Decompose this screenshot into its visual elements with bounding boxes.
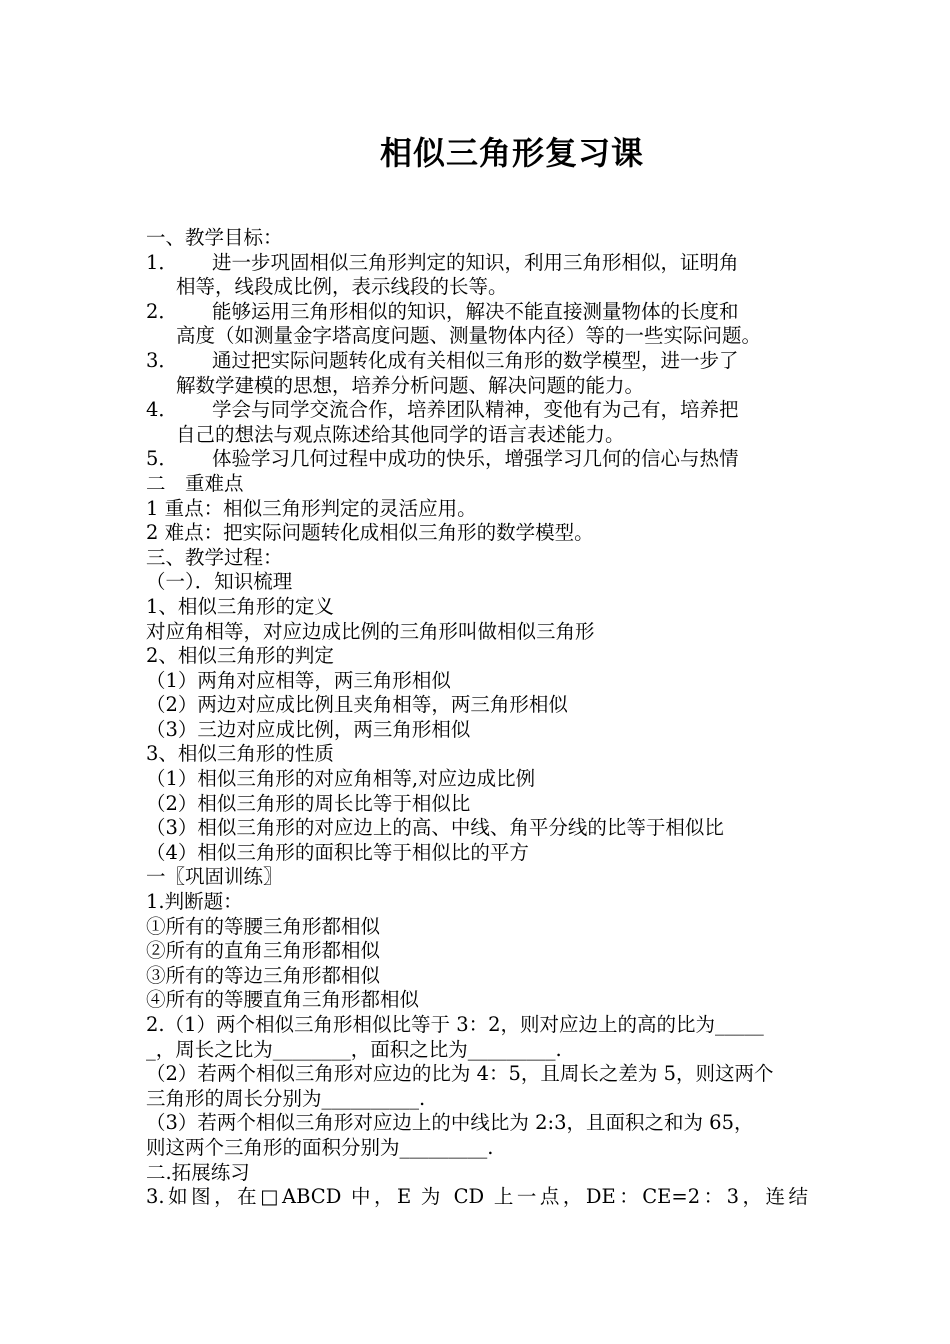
question-2-part-3: （3）若两个相似三角形对应边上的中线比为 2:3，且面积之和为 65， [146,1111,754,1135]
criteria-item: （2）两边对应成比例且夹角相等，两三角形相似 [146,693,568,717]
goal-number: 3． [146,348,178,372]
goal-item [146,349,808,398]
property-item: （1）相似三角形的对应角相等,对应边成比例 [146,767,536,791]
property-item: （3）相似三角形的对应边上的高、中线、角平分线的比等于相似比 [146,816,724,840]
property-item: （4）相似三角形的面积比等于相似比的平方 [146,840,529,864]
goal-text-cont: 解数学建模的思想，培养分析问题、解决问题的能力。 [176,373,645,397]
section-heading-key-points: 二 重难点 [146,471,244,495]
extension-heading: 二.拓展练习 [146,1160,250,1184]
property-item: （2）相似三角形的周长比等于相似比 [146,791,471,815]
goal-text: 能够运用三角形相似的知识，解决不能直接测量物体的长度和 [212,299,739,323]
question-3: 3.如图，在□ABCD 中，E 为 CD 上一点，DE：CE=2：3，连结 [146,1185,808,1209]
question-1-item: ②所有的直角三角形都相似 [146,939,381,963]
document-body [146,226,808,1210]
goal-text-cont: 高度（如测量金字塔高度问题、测量物体内径）等的一些实际问题。 [176,324,762,348]
question-1-heading: 1.判断题： [146,890,243,914]
question-2-part-2-cont: 三角形的周长分别为__________. [146,1086,426,1110]
goal-item [146,300,808,349]
training-heading: 一〖巩固训练〗 [146,865,283,889]
section-heading-goals: 一、教学目标： [146,226,283,249]
goal-number: 2． [146,299,178,323]
question-1-item: ④所有的等腰直角三角形都相似 [146,988,420,1012]
criteria-item: （1）两角对应相等，两三角形相似 [146,668,451,692]
question-2-part-1-cont: _，周长之比为________，面积之比为_________. [146,1037,562,1061]
difficult-point: 2 难点：把实际问题转化成相似三角形的数学模型。 [146,521,594,545]
criteria-item: （3）三边对应成比例，两三角形相似 [146,717,471,741]
goal-text: 体验学习几何过程中成功的快乐，增强学习几何的信心与热情 [212,447,739,471]
goal-number: 4． [146,398,178,422]
definition-heading: 1、相似三角形的定义 [146,594,334,618]
page-title: 相似三角形复习课 [379,134,644,172]
question-2-part-1: 2.（1）两个相似三角形相似比等于 3：2，则对应边上的高的比为_____ [146,1013,764,1036]
properties-heading: 3、相似三角形的性质 [146,742,334,766]
section-heading-process: 三、教学过程： [146,545,283,569]
goal-text: 进一步巩固相似三角形判定的知识，利用三角形相似，证明角 [212,250,739,274]
goal-text-cont: 自己的想法与观点陈述给其他同学的语言表述能力。 [176,422,625,446]
goal-item [146,447,808,472]
goal-number: 5． [146,447,178,471]
criteria-heading: 2、相似三角形的判定 [146,644,334,668]
question-2-part-3-cont: 则这两个三角形的面积分别为_________. [146,1135,494,1159]
question-1-item: ③所有的等边三角形都相似 [146,963,381,987]
goal-text: 学会与同学交流合作，培养团队精神，变他有为己有，培养把 [212,398,739,422]
subsection-heading: （一）．知识梳理 [146,570,293,594]
goal-text: 通过把实际问题转化成有关相似三角形的数学模型，进一步了 [212,348,739,372]
key-point: 1 重点：相似三角形判定的灵活应用。 [146,496,477,520]
question-1-item: ①所有的等腰三角形都相似 [146,914,381,938]
question-2-part-2: （2）若两个相似三角形对应边的比为 4：5，且周长之差为 5，则这两个 [146,1062,774,1086]
goal-number: 1． [146,250,178,274]
definition-text: 对应角相等，对应边成比例的三角形叫做相似三角形 [146,619,595,643]
goal-item [146,251,808,300]
goal-item [146,398,808,447]
goal-text-cont: 相等，线段成比例，表示线段的长等。 [176,275,508,299]
